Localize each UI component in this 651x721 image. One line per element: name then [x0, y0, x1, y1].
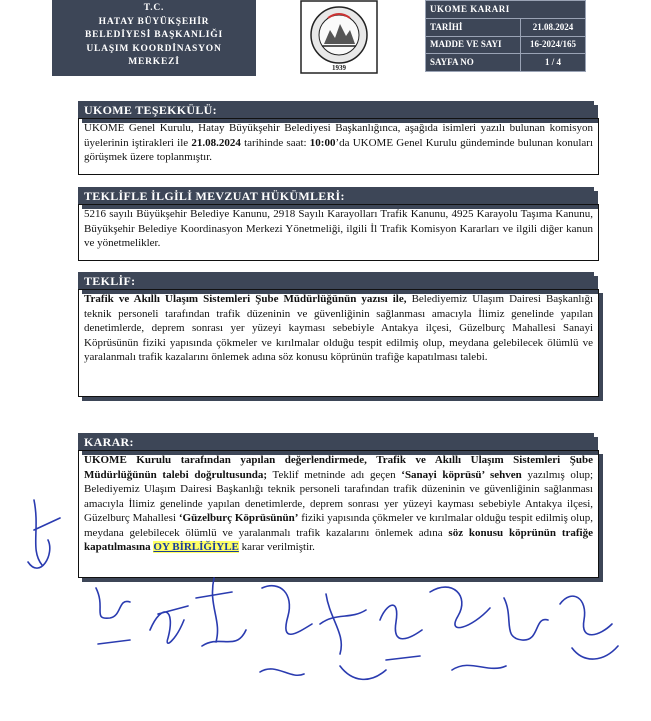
signature: [380, 605, 422, 660]
decision-info-table: [425, 0, 586, 72]
date-value: 21.08.2024: [521, 18, 586, 36]
organization-header: [52, 0, 256, 76]
formation-title: UKOME TEŞEKKÜLÜ:: [78, 101, 594, 119]
consensus-highlight: OY BİRLİĞİYLE: [153, 541, 239, 553]
org-line: ULAŞIM KOORDİNASYON: [86, 43, 222, 54]
decision-bold: ‘Güzelburç Köprüsünün’: [178, 512, 299, 524]
decision-bold: ‘Sanayi köprüsü’ sehven: [401, 468, 522, 481]
proposal-body: [78, 289, 599, 397]
decision-text: fiziki yapısında çökmeler ve kırılmalar olduğu tespit edilmiş olup, meydana gelebilecek ölümlü ve yaralanmalı trafik kazalarını önlemek adına: [84, 512, 593, 539]
decision-title: KARAR:: [78, 433, 594, 451]
signature: [96, 588, 130, 644]
signature-area: [0, 470, 651, 721]
formation-text: ’da UKOME Genel Kurulu gündeminde bulunan konuları görüşmek üzere toplanmıştır.: [84, 136, 593, 163]
meeting-date: 21.08.2024: [191, 136, 241, 149]
decision-text: karar verilmiştir.: [238, 541, 315, 553]
signature: [504, 598, 548, 640]
signature: [28, 500, 60, 568]
signature: [262, 586, 312, 635]
org-line: HATAY BÜYÜKŞEHİR: [98, 16, 210, 27]
proposal-text: Belediyemiz Ulaşım Dairesi Başkanlığı teknik personeli tarafından trafik düzeninin ve güvenliğinin sağlanması amacıyla İlimiz genelinde yapılan denetimlerde, deprem sonrası yer yüzeyi kayması sebebiyle Antakya ilçesi, Güzelburç Mahallesi Sanayi Köprüsünün fiziki yapısında çökmeler ve kırılmalar olduğu tespit edilmiş olup, meydana gelebilecek ölümlü ve yaralanmalı trafik kazalarını önlemek adına söz konusu köprünün trafiğe kapatılması talebi.: [84, 293, 593, 363]
proposal-lead: Trafik ve Akıllı Ulaşım Sistemleri Şube Müdürlüğünün yazısı ile,: [84, 293, 407, 305]
formation-text: UKOME Genel Kurulu, Hatay Büyükşehir Belediyesi Başkanlığınca, aşağıda isimleri yazılı bulunan komisyon üyelerinin iştirakleri ile: [84, 122, 593, 149]
org-line: BELEDİYESİ BAŞKANLIĞI: [85, 30, 223, 41]
decision-text: Teklif metninde adı geçen: [267, 468, 402, 481]
decision-text: yazılmış olup; Belediyemiz Ulaşım Dairesi Başkanlığı teknik personeli tarafından trafik düzeninin ve güvenliğinin sağlanması amacıyla İlimiz genelinde yapılan denetimlerde, deprem sonrası yer yüzeyi kayması sebebiyle Antakya ilçesi, Güzelburç Mahallesi: [84, 468, 593, 524]
logo-year: 1939: [332, 64, 346, 72]
signature: [260, 666, 386, 679]
formation-text: tarihinde saat:: [240, 136, 310, 149]
decision-bold: söz konusu köprünün trafiğe kapatılmasına: [84, 526, 593, 553]
page-label: SAYFA NO: [426, 54, 521, 72]
municipality-logo: [300, 0, 378, 74]
article-label: MADDE VE SAYI: [426, 36, 521, 54]
signature: [320, 594, 366, 654]
signature: [430, 587, 490, 628]
signature: [560, 596, 612, 635]
signature: [196, 578, 246, 646]
decision-table-title: UKOME KARARI: [426, 1, 586, 19]
article-value: 16-2024/165: [521, 36, 586, 54]
decision-lead: UKOME Kurulu tarafından yapılan değerlendirmede, Trafik ve Akıllı Ulaşım Sistemleri Şube Müdürlüğünün talebi doğrultusunda;: [84, 454, 593, 481]
formation-body: [78, 118, 599, 175]
legislation-title: TEKLİFLE İLGİLİ MEVZUAT HÜKÜMLERİ:: [78, 187, 594, 205]
proposal-title: TEKLİF:: [78, 272, 594, 290]
org-line: MERKEZİ: [128, 57, 180, 68]
page-value: 1 / 4: [521, 54, 586, 72]
signature: [452, 646, 618, 670]
org-line: T.C.: [143, 3, 165, 13]
legislation-body: 5216 sayılı Büyükşehir Belediye Kanunu, 2918 Sayılı Karayolları Trafik Kanunu, 4925 Karayolu Taşıma Kanunu, Büyükşehir Belediye Koordinasyon Merkezi Yönetmeliği, ilgili İl Trafik Komisyon Kararları ve ilgili diğer kanun ve yönetmelikler.: [78, 204, 599, 261]
signature: [150, 606, 188, 643]
date-label: TARİHİ: [426, 18, 521, 36]
meeting-time: 10:00: [309, 136, 336, 149]
